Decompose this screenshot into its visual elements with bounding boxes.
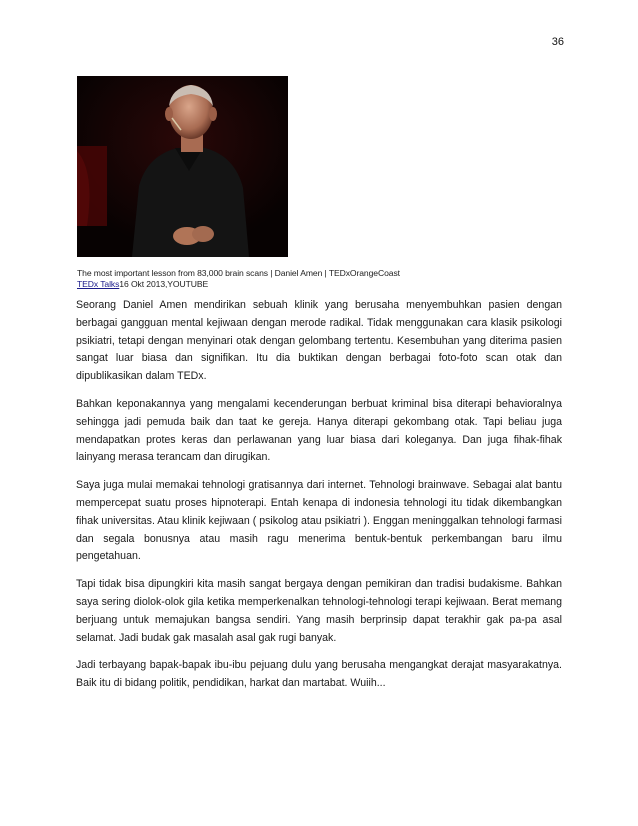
page-number: 36 (551, 36, 564, 48)
speaker-illustration (77, 76, 288, 257)
source-link[interactable]: TEDx Talks (77, 279, 120, 289)
paragraph: Tapi tidak bisa dipungkiri kita masih sangat bergaya dengan pemikiran dan tradisi budakisme. Bahkan saya sering diolok-olok gila ketika memperkenalkan tehnologi-tehnologi terapi kejiwaan. Berat memang berjuang untuk memajukan bangsa sendiri. Yang masih berprinsip dapat terakhir gak pa-pa asal selamat. Jadi budak gak masalah asal gak rugi banyak. (76, 578, 562, 644)
paragraph: Saya juga mulai memakai tehnologi gratisannya dari internet. Tehnologi brainwave. Sebagai alat bantu mempercepat suatu proses hipnoterapi. Entah kenapa di indonesia tehnologi itu tidak dikembangkan fihak universitas. Atau klinik kejiwaan ( psikolog atau psikiatri ). Enggan meninggalkan tehnologi farmasi dan segala bonusnya atau masih ragu menerima bentuk-bentuk perkembangan baru ilmu pengetahuan. (76, 479, 562, 563)
paragraph: Seorang Daniel Amen mendirikan sebuah klinik yang berusaha menyembuhkan pasien dengan berbagai gangguan mental kejiwaan dengan merode radikal. Tidak menggunakan cara klasik psikologi psikiatri, tetapi dengan menyinari otak dengan gelombang tertentu. Kesembuhan yang diterima pasien sangat luar biasa dan signifikan. Itu dia buktikan dengan berbagai foto-foto scan otak dan dipublikasikan dalam TEDx. (76, 299, 562, 383)
speaker-photo (77, 76, 288, 257)
paragraph: Jadi terbayang bapak-bapak ibu-ibu pejuang dulu yang berusaha mengangkat derajat masyarakatnya. Baik itu di bidang politik, pendidikan, harkat dan martabat. Wuiih... (76, 659, 562, 690)
article-body (76, 297, 562, 703)
image-caption (77, 268, 400, 290)
paragraph: Bahkan keponakannya yang mengalami kecenderungan berbuat kriminal bisa diterapi behavioralnya sehingga jadi pemuda baik dan taat ke gereja. Hanya diterapi gekombang otak. Tapi beliau juga mendapatkan protes keras dan perlawanan yang luar biasa dari koleganya. Dan juga fihak-fihak lainyang merasa terancam dan dirugikan. (76, 397, 562, 464)
video-source (77, 279, 400, 290)
video-title: The most important lesson from 83,000 brain scans | Daniel Amen | TEDxOrangeCoast (77, 268, 400, 278)
source-date: 16 Okt 2013,YOUTUBE (119, 279, 209, 289)
